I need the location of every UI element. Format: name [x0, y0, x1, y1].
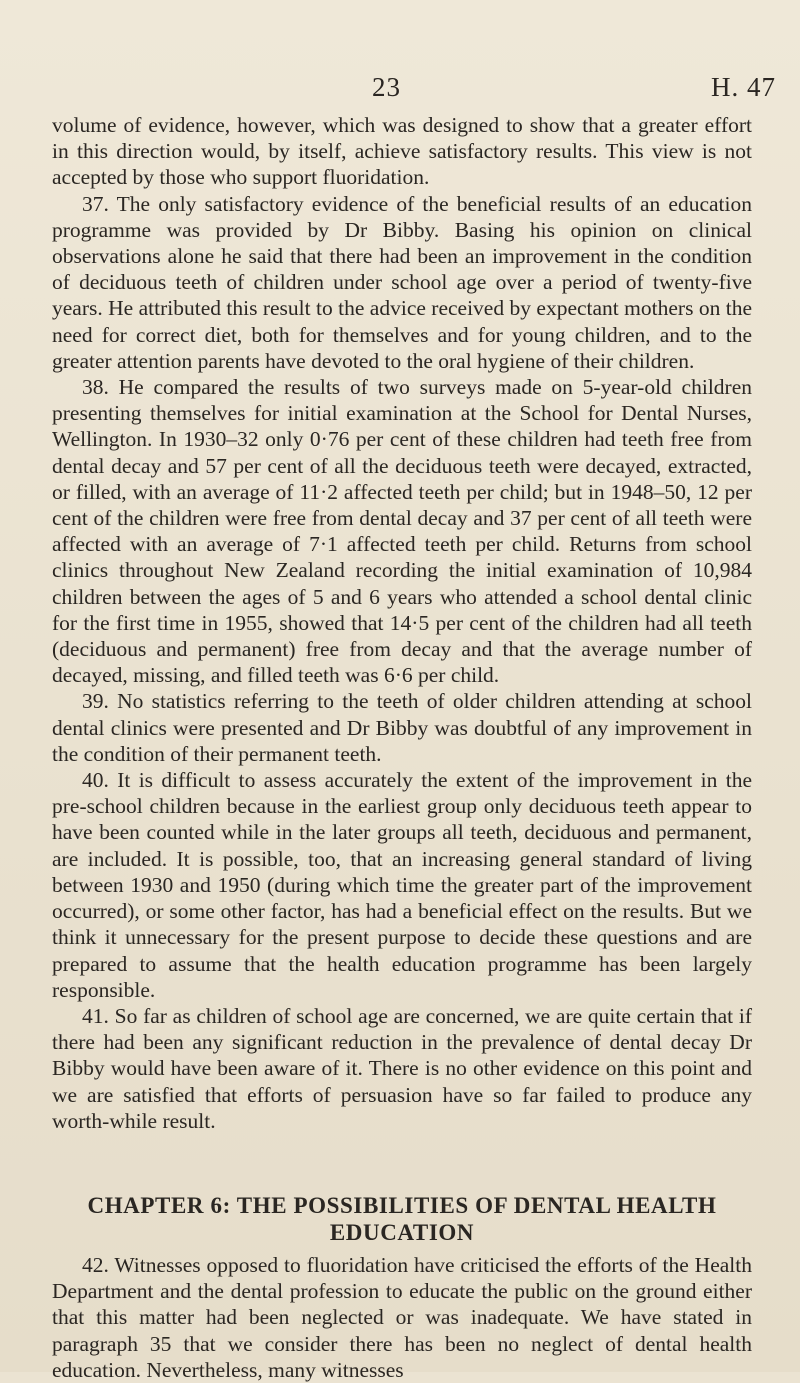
paragraph-37: 37. The only satisfactory evidence of the beneficial results of an education programme was provided by Dr Bibby. Basing his opinion on clinical observations alone he said that there had been an improvement in the condition of deciduous teeth of children under school age over a period of twenty-five years. He attributed this result to the advice received by expectant mothers on the need for correct diet, both for themselves and for young children, and to the greater attention parents have devoted to the oral hygiene of their children.	[52, 191, 752, 373]
paragraph-continuation: volume of evidence, however, which was designed to show that a greater effort in this direction would, by itself, achieve satisfactory results. This view is not accepted by those who support fluoridation.	[52, 113, 752, 190]
page-header	[0, 72, 800, 112]
paragraph-40: 40. It is difficult to assess accurately the extent of the improvement in the pre-school children because in the earliest group only deciduous teeth appear to have been counted while in the later groups all teeth, deciduous and permanent, are included. It is possible, too, that an increasing general standard of living between 1930 and 1950 (during which time the greater part of the improvement occurred), or some other factor, has had a beneficial effect on the results. But we think it unnecessary for the present purpose to decide these questions and are prepared to assume that the health education programme has been largely responsible.	[52, 768, 752, 1002]
paragraph-38: 38. He compared the results of two surveys made on 5-year-old children presenting themselves for initial examination at the School for Dental Nurses, Wellington. In 1930–32 only 0·76 per cent of these children had teeth free from dental decay and 57 per cent of all the deciduous teeth were decayed, extracted, or filled, with an average of 11·2 affected teeth per child; but in 1948–50, 12 per cent of the children were free from dental decay and 37 per cent of all teeth were affected with an average of 7·1 affected teeth per child. Returns from school clinics throughout New Zealand recording the initial examination of 10,984 children between the ages of 5 and 6 years who attended a school dental clinic for the first time in 1955, showed that 14·5 per cent of the children had all teeth (deciduous and permanent) free from decay and that the average number of decayed, missing, and filled teeth was 6·6 per child.	[52, 375, 752, 688]
paragraph-41: 41. So far as children of school age are concerned, we are quite certain that if there had been any significant reduction in the prevalence of dental decay Dr Bibby would have been aware of it. There is no other evidence on this point and we are satisfied that efforts of persuasion have so far failed to produce any worth-while result.	[52, 1003, 752, 1133]
body-text	[52, 112, 752, 1383]
paragraph-42: 42. Witnesses opposed to fluoridation have criticised the efforts of the Health Department and the dental profession to educate the public on the ground either that this matter had been neglected or was inadequate. We have stated in paragraph 35 that we consider there has been no neglect of dental health education. Nevertheless, many witnesses	[52, 1252, 752, 1382]
chapter-heading: CHAPTER 6: THE POSSIBILITIES OF DENTAL HEALTH EDUCATION	[87, 1192, 717, 1245]
paragraph-39: 39. No statistics referring to the teeth of older children attending at school dental clinics were presented and Dr Bibby was doubtful of any improvement in the condition of their permanent teeth.	[52, 689, 752, 766]
page-number: 23	[372, 72, 401, 102]
document-reference: H. 47	[711, 72, 776, 102]
